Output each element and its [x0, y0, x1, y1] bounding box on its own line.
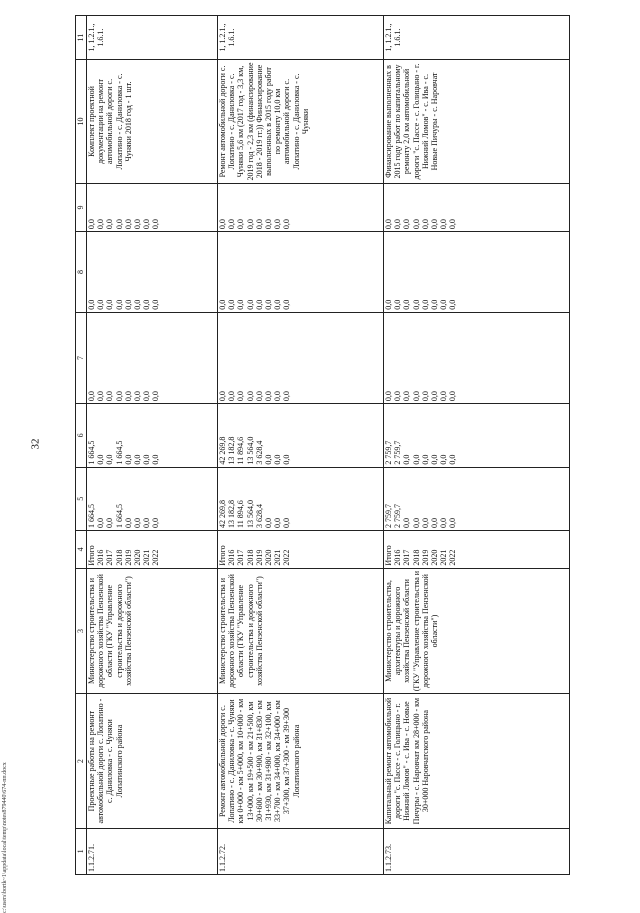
table-container: [75, 15, 575, 875]
other-sources-value: 0,0: [420, 219, 430, 230]
other-sources-value: 0,0: [87, 219, 96, 230]
executor: Министерство строительства, архитектуры и дорожного хозяйства Пензенской области (ГКУ "Управление строительства и дорожного хозяйства Пензенской области"): [384, 568, 570, 694]
year-list-value: 2021: [273, 549, 283, 566]
total-funding-value: 0,0: [123, 518, 133, 528]
other-sources-value: 0,0: [245, 219, 255, 230]
federal-budget-value: 0,0: [236, 391, 246, 402]
regional-budget-value: 0,0: [105, 454, 115, 465]
other-sources-value: 0,0: [254, 219, 264, 230]
total-funding-value: 0,0: [411, 518, 421, 528]
year-list: [218, 531, 384, 569]
federal-budget-value: 0,0: [430, 391, 440, 402]
regional-budget-value: 0,0: [439, 454, 449, 465]
local-budget-value: 0,0: [142, 299, 152, 310]
other-sources-value: 0,0: [282, 219, 292, 230]
other-sources-value: 0,0: [439, 219, 449, 230]
other-sources-value: 0,0: [411, 219, 421, 230]
regional-budget-value: 3 628,4: [254, 440, 264, 465]
year-list-value: 2018: [245, 549, 255, 566]
regional-budget-value: 0,0: [133, 454, 143, 465]
federal-budget-value: 0,0: [218, 391, 227, 402]
total-funding-value: 0,0: [420, 518, 430, 528]
federal-budget-value: 0,0: [264, 391, 274, 402]
local-budget-value: 0,0: [218, 299, 227, 310]
col-header-9: 9: [76, 183, 87, 231]
local-budget-value: 0,0: [273, 299, 283, 310]
other-sources-value: 0,0: [105, 219, 115, 230]
rotated-page: [75, 15, 575, 875]
total-funding-value: 0,0: [151, 518, 161, 528]
regional-budget-value: 0,0: [142, 454, 152, 465]
total-funding-value: 2 759,7: [384, 504, 393, 528]
year-list-value: 2020: [133, 549, 143, 566]
year-list-value: 2018: [114, 549, 124, 566]
year-list-value: 2016: [96, 549, 106, 566]
federal-budget-value: 0,0: [245, 391, 255, 402]
other-sources-value: 0,0: [133, 219, 143, 230]
regional-budget-value: 0,0: [430, 454, 440, 465]
local-budget-value: 0,0: [264, 299, 274, 310]
total-funding-value: 3 628,4: [254, 504, 264, 528]
federal-budget-value: 0,0: [384, 391, 393, 402]
local-budget-value: 0,0: [282, 299, 292, 310]
total-funding-value: 0,0: [142, 518, 152, 528]
total-funding-value: 0,0: [282, 518, 292, 528]
other-sources-value: 0,0: [448, 219, 458, 230]
year-list-value: 2019: [254, 549, 264, 566]
year-list: [87, 531, 218, 569]
year-list-value: 2017: [402, 549, 412, 566]
row-id: 1.1.2.72.: [218, 828, 384, 874]
regional-budget-value: 2 759,7: [384, 440, 393, 465]
year-list-value: 2020: [264, 549, 274, 566]
col-header-10: 10: [76, 60, 87, 184]
column-number-row: [76, 16, 87, 875]
federal-budget: [384, 312, 570, 403]
total-funding: [218, 467, 384, 530]
other-sources: [218, 183, 384, 231]
other-sources-value: 0,0: [218, 219, 227, 230]
col-header-5: 5: [76, 467, 87, 530]
table-row: [218, 16, 384, 875]
other-sources-value: 0,0: [123, 219, 133, 230]
federal-budget: [87, 312, 218, 403]
total-funding-value: 42 269,8: [218, 500, 227, 528]
indicator-ref: 1, 1.2.1., 1.6.1.: [384, 16, 570, 60]
year-list-value: 2017: [236, 549, 246, 566]
other-sources-value: 0,0: [402, 219, 412, 230]
total-funding-value: 0,0: [273, 518, 283, 528]
federal-budget-value: 0,0: [254, 391, 264, 402]
regional-budget-value: 0,0: [264, 454, 274, 465]
regional-budget-value: 0,0: [448, 454, 458, 465]
federal-budget-value: 0,0: [439, 391, 449, 402]
local-budget-value: 0,0: [227, 299, 237, 310]
total-funding-value: 0,0: [439, 518, 449, 528]
year-list-value: 2019: [420, 549, 430, 566]
total-funding-value: 0,0: [448, 518, 458, 528]
other-sources-value: 0,0: [114, 219, 124, 230]
page-number: 32: [29, 438, 42, 450]
other-sources-value: 0,0: [264, 219, 274, 230]
other-sources-value: 0,0: [142, 219, 152, 230]
regional-budget-value: 0,0: [411, 454, 421, 465]
local-budget-value: 0,0: [448, 299, 458, 310]
federal-budget-value: 0,0: [420, 391, 430, 402]
regional-budget-value: 1 664,5: [114, 440, 124, 465]
col-header-1: 1: [76, 828, 87, 874]
regional-budget-value: 11 894,6: [236, 436, 246, 465]
local-budget-value: 0,0: [123, 299, 133, 310]
regional-budget-value: 42 269,8: [218, 436, 227, 465]
regional-budget-value: 0,0: [420, 454, 430, 465]
executor: Министерство строительства и дорожного хозяйства Пензенской области (ГКУ "Управление строительства и дорожного хозяйства Пензенской области"): [218, 568, 384, 694]
col-header-4: 4: [76, 531, 87, 569]
row-id: 1.1.2.71.: [87, 828, 218, 874]
col-header-7: 7: [76, 312, 87, 403]
event-name: Проектные работы на ремонт автомобильной дороги с. Лопатино - с. Даниловка - с. Чуняки Лопатинского района: [87, 694, 218, 828]
year-list-value: 2022: [282, 549, 292, 566]
regional-budget-value: 0,0: [123, 454, 133, 465]
federal-budget-value: 0,0: [448, 391, 458, 402]
year-list-value: Итого: [384, 545, 393, 566]
local-budget-value: 0,0: [420, 299, 430, 310]
federal-budget-value: 0,0: [105, 391, 115, 402]
year-list-value: 2021: [439, 549, 449, 566]
local-budget-value: 0,0: [151, 299, 161, 310]
local-budget-value: 0,0: [114, 299, 124, 310]
table-row: [384, 16, 570, 875]
federal-budget-value: 0,0: [142, 391, 152, 402]
local-budget-value: 0,0: [402, 299, 412, 310]
indicator-ref: 1, 1.2.1., 1.6.1.: [87, 16, 218, 60]
year-list-value: 2021: [142, 549, 152, 566]
regional-budget: [87, 404, 218, 467]
regional-budget-value: 1 664,5: [87, 440, 96, 465]
total-funding-value: 0,0: [402, 518, 412, 528]
federal-budget-value: 0,0: [273, 391, 283, 402]
expected-result: Комплект проектной документации на ремонт автомобильной дороги с. Лопатино - с. Даниловка - с. Чуняки 2018 год - 1 шт.: [87, 60, 218, 184]
regional-budget-value: 0,0: [402, 454, 412, 465]
year-list-value: Итого: [87, 545, 96, 566]
federal-budget-value: 0,0: [87, 391, 96, 402]
total-funding-value: 0,0: [264, 518, 274, 528]
total-funding-value: 0,0: [105, 518, 115, 528]
other-sources-value: 0,0: [151, 219, 161, 230]
local-budget-value: 0,0: [105, 299, 115, 310]
col-header-11: 11: [76, 16, 87, 60]
local-budget: [384, 232, 570, 313]
other-sources: [384, 183, 570, 231]
other-sources: [87, 183, 218, 231]
local-budget-value: 0,0: [411, 299, 421, 310]
year-list-value: 2022: [151, 549, 161, 566]
table-body: [87, 16, 570, 875]
local-budget-value: 0,0: [439, 299, 449, 310]
other-sources-value: 0,0: [273, 219, 283, 230]
other-sources-value: 0,0: [236, 219, 246, 230]
federal-budget: [218, 312, 384, 403]
regional-budget-value: 0,0: [282, 454, 292, 465]
local-budget-value: 0,0: [393, 299, 403, 310]
total-funding-value: 11 894,6: [236, 500, 246, 528]
total-funding-value: 1 664,5: [87, 504, 96, 528]
regional-budget: [218, 404, 384, 467]
year-list-value: 2016: [393, 549, 403, 566]
total-funding-value: 0,0: [96, 518, 106, 528]
local-budget-value: 0,0: [87, 299, 96, 310]
total-funding-value: 1 664,5: [114, 504, 124, 528]
regional-budget-value: 0,0: [96, 454, 106, 465]
other-sources-value: 0,0: [430, 219, 440, 230]
file-path-footer: c:\users\bortk~1\appdata\local\temp\notes879440\674-пп.docx: [2, 762, 8, 913]
other-sources-value: 0,0: [393, 219, 403, 230]
col-header-2: 2: [76, 694, 87, 828]
other-sources-value: 0,0: [384, 219, 393, 230]
other-sources-value: 0,0: [96, 219, 106, 230]
total-funding-value: 2 759,7: [393, 504, 403, 528]
expected-result: Ремонт автомобильной дороги с. Лопатино - с. Даниловка - с. Чуняки 5,6 км (2017 год - 3,3 км, 2019 год - 2,3 км (финансирование 2018 - 2019 гг.)) Финансирование выполненных в 2015 году работ по ремонту 10,0 км автомобильной дороги с. Лопатино - с. Даниловка - с. Чуняки: [218, 60, 384, 184]
federal-budget-value: 0,0: [402, 391, 412, 402]
executor: Министерство строительства и дорожного хозяйства Пензенской области (ГКУ "Управление строительства и дорожного хозяйства Пензенской области"): [87, 568, 218, 694]
total-funding-value: 0,0: [430, 518, 440, 528]
year-list-value: Итого: [218, 545, 227, 566]
event-name: Капитальный ремонт автомобильной дороги "с. Пассе - с. Голицыно - г. Нижний Ломов" - с. Ива - с. Новые Пичуры - с. Наровчат км 28+000 - км 30+000 Наровчатского района: [384, 694, 570, 828]
local-budget: [218, 232, 384, 313]
local-budget-value: 0,0: [96, 299, 106, 310]
total-funding: [87, 467, 218, 530]
year-list-value: 2019: [123, 549, 133, 566]
col-header-8: 8: [76, 232, 87, 313]
total-funding: [384, 467, 570, 530]
federal-budget-value: 0,0: [227, 391, 237, 402]
local-budget: [87, 232, 218, 313]
local-budget-value: 0,0: [430, 299, 440, 310]
regional-budget-value: 0,0: [273, 454, 283, 465]
local-budget-value: 0,0: [254, 299, 264, 310]
local-budget-value: 0,0: [384, 299, 393, 310]
year-list-value: 2018: [411, 549, 421, 566]
regional-budget: [384, 404, 570, 467]
federal-budget-value: 0,0: [123, 391, 133, 402]
col-header-6: 6: [76, 404, 87, 467]
table-row: [87, 16, 218, 875]
federal-budget-value: 0,0: [393, 391, 403, 402]
total-funding-value: 0,0: [133, 518, 143, 528]
col-header-3: 3: [76, 568, 87, 694]
indicator-ref: 1, 1.2.1., 1.6.1.: [218, 16, 384, 60]
federal-budget-value: 0,0: [133, 391, 143, 402]
local-budget-value: 0,0: [133, 299, 143, 310]
program-table: [75, 15, 570, 875]
regional-budget-value: 13 564,0: [245, 436, 255, 465]
row-id: 1.1.2.73.: [384, 828, 570, 874]
federal-budget-value: 0,0: [96, 391, 106, 402]
total-funding-value: 13 182,8: [227, 500, 237, 528]
federal-budget-value: 0,0: [411, 391, 421, 402]
regional-budget-value: 0,0: [151, 454, 161, 465]
federal-budget-value: 0,0: [114, 391, 124, 402]
federal-budget-value: 0,0: [151, 391, 161, 402]
year-list-value: 2020: [430, 549, 440, 566]
year-list-value: 2017: [105, 549, 115, 566]
total-funding-value: 13 564,0: [245, 500, 255, 528]
regional-budget-value: 2 759,7: [393, 440, 403, 465]
local-budget-value: 0,0: [236, 299, 246, 310]
expected-result: Финансирование выполненных в 2015 году работ по капитальному ремонту 2,0 км автомобильной дороги "с. Пассе - с. Голицыно - г. Нижний Ломов" - с. Ива - с. Новые Пичуры - с. Наровчат: [384, 60, 570, 184]
year-list-value: 2022: [448, 549, 458, 566]
regional-budget-value: 13 182,8: [227, 436, 237, 465]
federal-budget-value: 0,0: [282, 391, 292, 402]
other-sources-value: 0,0: [227, 219, 237, 230]
event-name: Ремонт автомобильной дороги с. Лопатино - с. Даниловка - с. Чуняки км 0+000 - км 5+000, км 10+000 - км 13+000, км 19+500 - км 21+500, км 30+600 - км 30+900, км 31+830 - км 31+930, км 31+980 - км 32+100, км 33+700 - км 34+000, км 34+000 - км 37+300, км 37+300 - км 39+300 Лопатинского района: [218, 694, 384, 828]
local-budget-value: 0,0: [245, 299, 255, 310]
year-list-value: 2016: [227, 549, 237, 566]
year-list: [384, 531, 570, 569]
